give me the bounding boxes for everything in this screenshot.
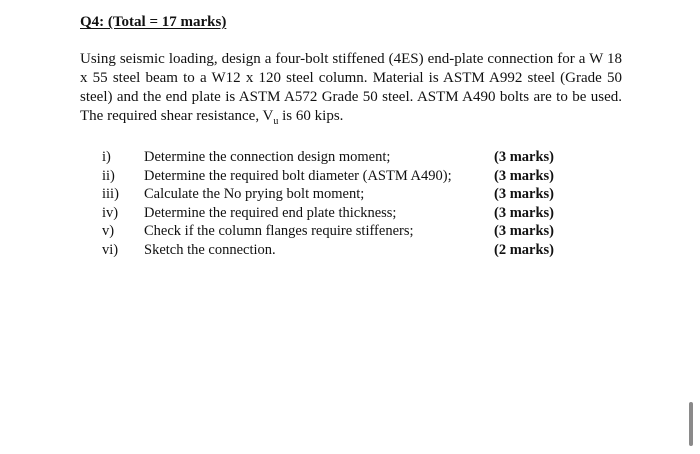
task-item [80, 204, 640, 223]
task-marks: (3 marks) [494, 204, 555, 221]
task-number: iv) [102, 204, 119, 221]
task-item [80, 222, 640, 241]
task-number: i) [102, 149, 111, 165]
task-marks: (3 marks) [494, 167, 555, 184]
task-list [80, 148, 640, 259]
intro-text: Using seismic loading, design a four-bolt stiffened (4ES) end-plate connection for a W 18 x 55 steel beam to a W12 x 120 steel column. Material is ASTM A992 steel (Grade 50 steel) and the end plate is ASTM A572 Grade 50 steel. ASTM A490 bolts are to be used. The required shear resistance, V [80, 51, 622, 124]
vertical-scrollbar[interactable] [689, 402, 693, 446]
task-description: Determine the required bolt diameter (ASTM A490); [144, 167, 452, 184]
task-number: v) [102, 223, 115, 239]
task-description: Sketch the connection. [144, 241, 276, 258]
question-heading: Q4: (Total = 17 marks) [80, 14, 227, 30]
task-number: vi) [102, 241, 119, 258]
task-marks: (2 marks) [494, 241, 555, 258]
question-intro [80, 50, 622, 126]
task-marks: (3 marks) [494, 186, 555, 202]
task-marks: (3 marks) [494, 223, 555, 239]
task-description: Calculate the No prying bolt moment; [144, 186, 365, 202]
task-description: Determine the required end plate thickness; [144, 204, 397, 221]
task-number: ii) [102, 167, 115, 184]
task-description: Check if the column flanges require stiffeners; [144, 223, 414, 239]
task-description: Determine the connection design moment; [144, 149, 391, 165]
task-item [80, 167, 640, 186]
task-item [80, 185, 640, 204]
task-item [80, 241, 640, 260]
task-item [80, 148, 640, 167]
task-number: iii) [102, 186, 119, 202]
intro-subscript: u [273, 116, 279, 127]
task-marks: (3 marks) [494, 149, 555, 165]
intro-text-end: is 60 kips. [278, 108, 344, 124]
